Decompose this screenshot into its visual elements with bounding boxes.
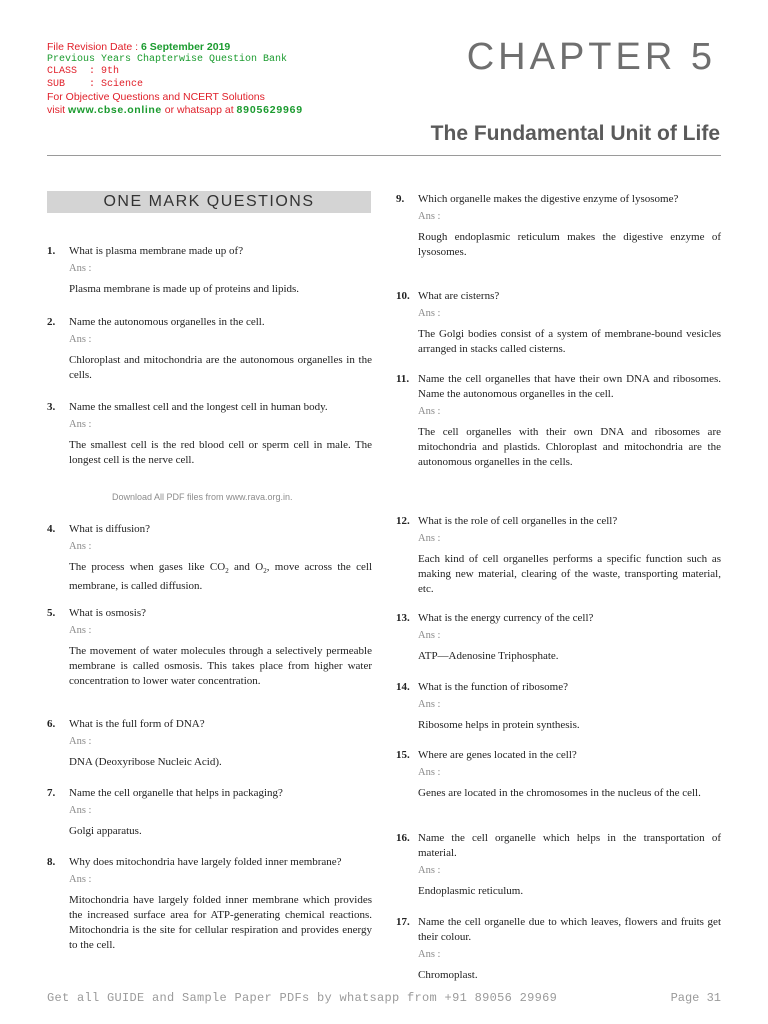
ans-label: Ans : xyxy=(69,334,92,345)
question-text: What are cisterns? xyxy=(418,290,500,302)
answer-text: DNA (Deoxyribose Nucleic Acid). xyxy=(69,756,222,768)
ans-label: Ans : xyxy=(418,406,441,417)
header-line5: For Objective Questions and NCERT Solutions xyxy=(47,91,265,103)
question-text: Name the cell organelle due to which leaves, flowers and fruits get their colour. xyxy=(418,916,721,943)
page-number: Page 31 xyxy=(670,991,721,1005)
question-text: What is the energy currency of the cell? xyxy=(418,612,594,624)
watermark: Download All PDF files from www.rava.org.in. xyxy=(112,492,293,502)
question-text: What is osmosis? xyxy=(69,607,146,619)
ans-label: Ans : xyxy=(69,263,92,274)
ans-label: Ans : xyxy=(69,874,92,885)
question-text: What is diffusion? xyxy=(69,523,151,535)
chapter-label: CHAPTER 5 xyxy=(466,36,716,78)
answer-text: ATP—Adenosine Triphosphate. xyxy=(418,650,559,662)
footer-text: Get all GUIDE and Sample Paper PDFs by whatsapp from +91 89056 29969 xyxy=(47,991,558,1005)
ans-label: Ans : xyxy=(69,625,92,636)
question-text: Name the autonomous organelles in the cell. xyxy=(69,316,265,328)
answer-text: The movement of water molecules through a selectively permeable membrane is called osmosis. This takes place from higher water concentration to lower water concentration. xyxy=(69,645,372,687)
ans-label: Ans : xyxy=(69,419,92,430)
revision-label: File Revision Date : xyxy=(47,41,139,53)
question-item: 3. Name the smallest cell and the longest cell in human body. Ans : The smallest cell is the red blood cell or sperm cell in male. The longest cell is the nerve cell. xyxy=(47,401,372,466)
question-text: Name the cell organelles that have their own DNA and ribosomes. Name the autonomous organelles in the cell. xyxy=(418,373,721,400)
answer-text: Endoplasmic reticulum. xyxy=(418,885,524,897)
answer-text: Chromoplast. xyxy=(418,969,478,981)
title-divider xyxy=(47,155,721,156)
ans-label: Ans : xyxy=(69,541,92,552)
question-text: Which organelle makes the digestive enzyme of lysosome? xyxy=(418,193,679,205)
class-value: : 9th xyxy=(89,66,120,77)
question-item: 17. Name the cell organelle due to which leaves, flowers and fruits get their colour. Ans : Chromoplast. xyxy=(396,916,721,981)
question-item: 14. What is the function of ribosome? Ans : Ribosome helps in protein synthesis. xyxy=(396,680,721,733)
answer-text: Chloroplast and mitochondria are the autonomous organelles in the cells. xyxy=(69,354,372,381)
ans-label: Ans : xyxy=(418,308,441,319)
question-item: 10. What are cisterns? Ans : The Golgi bodies consist of a system of membrane-bound vesicles arranged in stacks called cisterns. xyxy=(396,290,721,355)
question-item: 11. Name the cell organelles that have their own DNA and ribosomes. Name the autonomous organelles in the cell. Ans : The cell organelles with their own DNA and ribosomes are mitochondria and plastids. Chloroplast and mitochondria are the autonomous organelles in the cells. xyxy=(396,373,721,468)
revision-date: 6 September 2019 xyxy=(140,41,231,53)
question-item: 9. Which organelle makes the digestive enzyme of lysosome? Ans : Rough endoplasmic reticulum makes the digestive enzyme of lysosomes. xyxy=(396,193,721,258)
ans-label: Ans : xyxy=(418,630,441,641)
section-title: ONE MARK QUESTIONS xyxy=(47,191,371,213)
website-link[interactable]: www.cbse.online xyxy=(68,103,162,116)
question-item: 4. What is diffusion? Ans : The process when gases like $CO_2$ and $O_2$, move across the cell membrane, is called diffusion. xyxy=(47,523,373,593)
header-line2: Previous Years Chapterwise Question Bank xyxy=(47,53,288,65)
question-text: What is the full form of DNA? xyxy=(69,718,205,730)
sub-label: SUB xyxy=(47,78,66,90)
ans-label: Ans : xyxy=(69,736,92,747)
answer-text: Each kind of cell organelles performs a specific function such as making new material, clearing of the waste, transporting material, etc. xyxy=(418,553,721,595)
answer-text: Genes are located in the chromosomes in the nucleus of the cell. xyxy=(418,787,701,799)
ans-label: Ans : xyxy=(418,211,441,222)
question-item: 2. Name the autonomous organelles in the cell. Ans : Chloroplast and mitochondria are the autonomous organelles in the cells. xyxy=(47,316,372,381)
question-item: 5. What is osmosis? Ans : The movement of water molecules through a selectively permeable membrane is called osmosis. This takes place from higher water concentration to lower water concentration. xyxy=(47,607,372,687)
question-text: Why does mitochondria have largely folded inner membrane? xyxy=(69,856,342,868)
answer-text: Rough endoplasmic reticulum makes the digestive enzyme of lysosomes. xyxy=(418,231,721,258)
question-text: Name the cell organelle that helps in packaging? xyxy=(69,787,283,799)
ans-label: Ans : xyxy=(418,767,441,778)
question-item: 7. Name the cell organelle that helps in packaging? Ans : Golgi apparatus. xyxy=(47,786,372,839)
header-info xyxy=(47,41,303,116)
answer-text: Mitochondria have largely folded inner membrane which provides the increased surface area for ATP-generating chemical reactions. Mitochondria is the site for cellular respiration and provides energy to the cell. xyxy=(69,894,372,951)
phone-number[interactable]: 8905629969 xyxy=(236,103,303,116)
answer-text: Ribosome helps in protein synthesis. xyxy=(418,719,580,731)
question-item: 6. What is the full form of DNA? Ans : DNA (Deoxyribose Nucleic Acid). xyxy=(47,717,372,770)
question-text: Name the cell organelle which helps in the transportation of material. xyxy=(418,832,721,859)
ans-label: Ans : xyxy=(418,699,441,710)
ans-label: Ans : xyxy=(418,865,441,876)
question-text: What is the function of ribosome? xyxy=(418,681,568,693)
ans-label: Ans : xyxy=(69,805,92,816)
answer-text: The cell organelles with their own DNA and ribosomes are mitochondria and plastids. Chloroplast and mitochondria are the autonomous organelles in the cells. xyxy=(418,426,721,468)
ans-label: Ans : xyxy=(418,949,441,960)
question-item: 16. Name the cell organelle which helps in the transportation of material. Ans : Endoplasmic reticulum. xyxy=(396,832,721,897)
sub-value: : Science xyxy=(89,78,144,90)
answer-text: Golgi apparatus. xyxy=(69,825,142,837)
whatsapp-label: or whatsapp at xyxy=(164,103,234,116)
class-label: CLASS xyxy=(47,66,78,77)
ans-label: Ans : xyxy=(418,533,441,544)
answer-text: The Golgi bodies consist of a system of membrane-bound vesicles arranged in stacks called cisterns. xyxy=(418,328,721,355)
question-text: What is plasma membrane made up of? xyxy=(69,245,244,257)
visit-label: visit xyxy=(47,103,66,116)
question-item: 15. Where are genes located in the cell? Ans : Genes are located in the chromosomes in the nucleus of the cell. xyxy=(396,748,721,801)
question-item: 13. What is the energy currency of the cell? Ans : ATP—Adenosine Triphosphate. xyxy=(396,611,721,664)
answer-text: The smallest cell is the red blood cell or sperm cell in male. The longest cell is the nerve cell. xyxy=(69,439,372,466)
question-text: What is the role of cell organelles in the cell? xyxy=(418,515,618,527)
question-item: 12. What is the role of cell organelles in the cell? Ans : Each kind of cell organelles performs a specific function such as making new material, clearing of the waste, transporting material, etc. xyxy=(396,515,721,595)
answer-text: The process when gases like $CO_2$ and $O_2$, move across the cell membrane, is called diffusion. xyxy=(69,561,373,593)
question-text: Name the smallest cell and the longest cell in human body. xyxy=(69,401,328,413)
question-text: Where are genes located in the cell? xyxy=(418,749,577,761)
chapter-title: The Fundamental Unit of Life xyxy=(430,122,720,145)
question-item: 1. What is plasma membrane made up of? Ans : Plasma membrane is made up of proteins and lipids. xyxy=(47,244,372,297)
answer-text: Plasma membrane is made up of proteins and lipids. xyxy=(69,283,300,295)
question-item: 8. Why does mitochondria have largely folded inner membrane? Ans : Mitochondria have largely folded inner membrane which provides the increased surface area for ATP-generating chemical reactions. Mitochondria is the site for cellular respiration and provides energy to the cell. xyxy=(47,856,372,951)
